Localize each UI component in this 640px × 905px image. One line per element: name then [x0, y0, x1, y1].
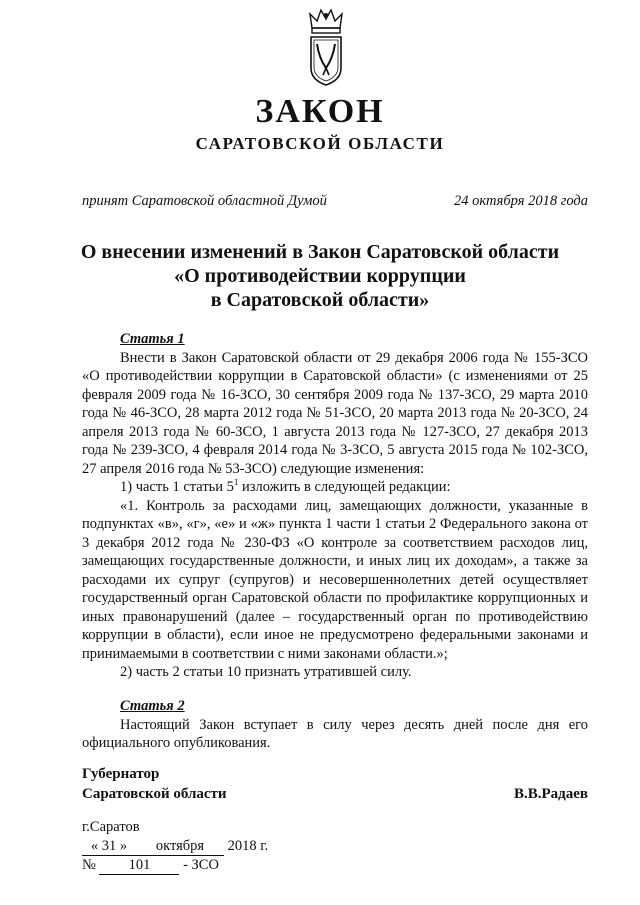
article-1-item-2: 2) часть 2 статьи 10 признать утратившей силу.	[120, 664, 412, 680]
article-1-heading: Статья 1	[120, 331, 185, 347]
law-title-line-1: О внесении изменений в Закон Саратовской области	[80, 241, 560, 263]
law-title-line-2: «О противодействии коррупции	[174, 265, 466, 287]
document-subtitle: САРАТОВСКОЙ ОБЛАСТИ	[195, 134, 445, 153]
article-1-item-1: 1) часть 1 статьи $5^1$ изложить в следующей редакции:	[120, 477, 451, 495]
footer-city: г.Саратов	[82, 819, 140, 835]
article-1-intro: Внести в Закон Саратовской области от 29 декабря 2006 года № 155-ЗСО «О противодействии коррупции в Саратовской области» (с изменениями от 25 февраля 2009 года № 16-ЗСО, 30 сентября 2009 года № 137-ЗСО, 29 марта 2010 года № 46-ЗСО, 28 марта 2012 года № 51-ЗСО, 20 марта 2013 года № 20-ЗСО, 24 апреля 2013 года № 60-ЗСО, 1 августа 2013 года № 127-ЗСО, 27 декабря 2013 года № 239-ЗСО, 4 февраля 2014 года № 3-ЗСО, 5 августа 2015 года № 102-ЗСО, 27 апреля 2016 года № 53-ЗСО) следующие изменения:	[82, 349, 588, 477]
article-1	[82, 330, 588, 682]
footer-number-value: 101	[99, 856, 179, 875]
footer-month: октября	[136, 837, 224, 856]
adopted-date: 24 октября 2018 года	[454, 193, 588, 209]
article-2-heading: Статья 2	[120, 698, 185, 714]
superscript: 1	[233, 477, 239, 488]
saratov-coat-of-arms-icon	[305, 6, 347, 88]
law-title-line-3: в Саратовской области»	[210, 289, 430, 311]
signature-name: В.В.Радаев	[513, 786, 588, 802]
law-title	[0, 240, 640, 312]
footer-day: « 31 »	[82, 837, 136, 856]
signature-position: Губернатор Саратовской области	[82, 766, 227, 802]
footer-date	[82, 837, 268, 856]
document-title: ЗАКОН	[255, 93, 385, 130]
adopted-by: принят Саратовской областной Думой	[82, 193, 327, 209]
article-2-text: Настоящий Закон вступает в силу через десять дней после дня его официального опубликования.	[82, 716, 588, 751]
article-2	[82, 697, 588, 753]
footer-number: № 101 - ЗСО	[82, 857, 219, 873]
article-1-quote: «1. Контроль за расходами лиц, замещающих должности, указанные в подпунктах «в», «г», «е» и «ж» пункта 1 части 1 статьи 2 Федерального закона от 3 декабря 2012 года № 230-ФЗ «О контроле за соответствием расходов лиц, замещающих государственные должности, и иных лиц их доходам», а также за расходами их супруг (супругов) и несовершеннолетних детей осуществляет государственный орган Саратовской области по профилактике коррупционных и иных правонарушений (далее – государственный орган по противодействию коррупции в области), если иное не предусмотрено федеральными законами и принимаемыми в соответствии с ними законами области.»;	[82, 497, 588, 662]
footer-year: 2018 г.	[227, 838, 269, 854]
